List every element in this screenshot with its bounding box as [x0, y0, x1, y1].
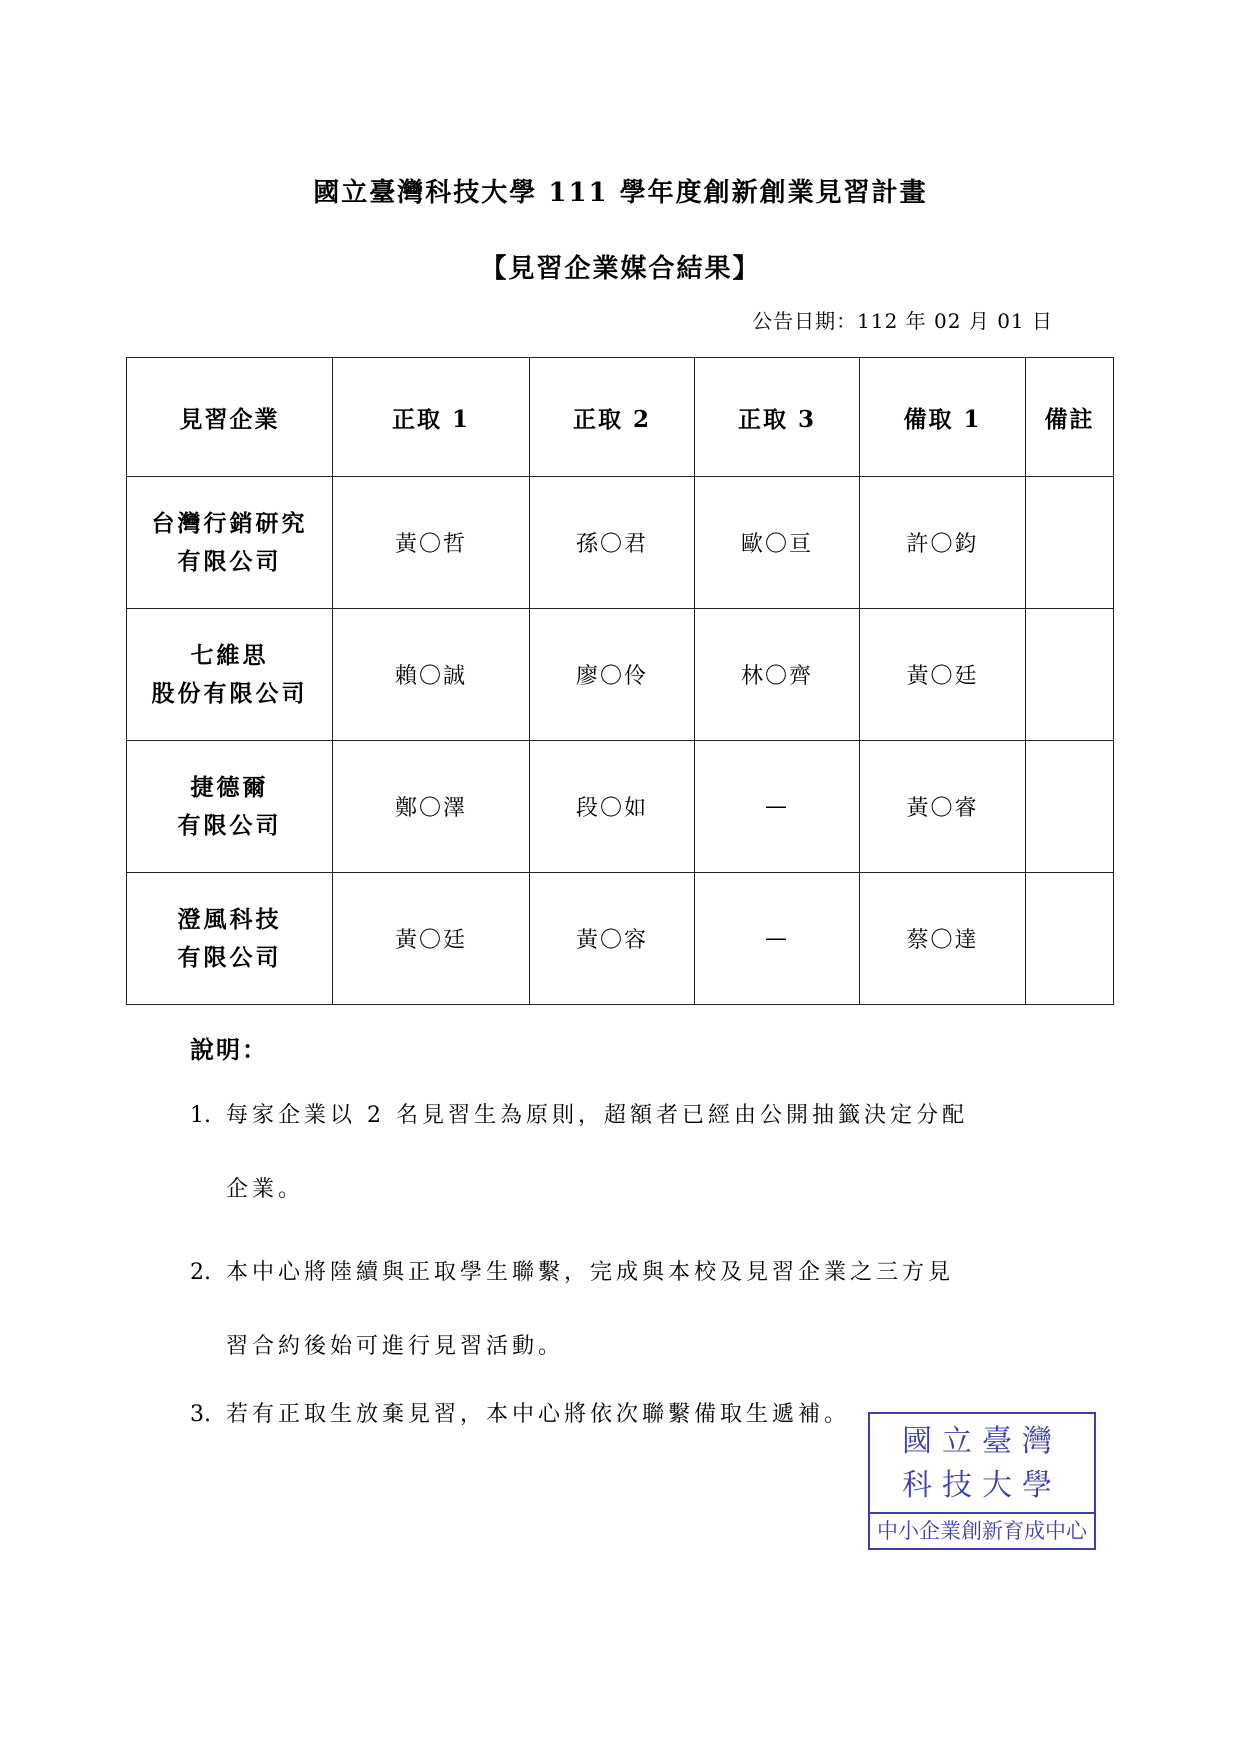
header-remarks: 備註	[1026, 358, 1114, 477]
company-name-line1: 七維思	[190, 641, 269, 669]
header-primary-1: 正取 1	[333, 358, 530, 477]
note-text: 若有正取生放棄見習，本中心將依次聯繫備取生遞補。	[226, 1402, 851, 1427]
table-row	[127, 609, 1114, 741]
company-name	[127, 477, 333, 609]
remarks-cell	[1026, 741, 1114, 873]
note-text: 本中心將陸續與正取學生聯繫，完成與本校及見習企業之三方見	[226, 1260, 955, 1285]
document-subtitle: 【見習企業媒合結果】	[480, 254, 761, 284]
company-name-line2: 有限公司	[177, 943, 282, 971]
alternate-1-cell: 蔡〇達	[860, 873, 1026, 1005]
table-header-row	[127, 358, 1114, 477]
company-name	[127, 609, 333, 741]
stamp-line1: 國立臺灣	[902, 1424, 1062, 1459]
primary-1-cell: 黃〇哲	[333, 477, 530, 609]
company-name-line1: 澄風科技	[177, 905, 282, 933]
stamp-line2: 科技大學	[902, 1468, 1062, 1503]
primary-3-cell: 歐〇亘	[695, 477, 860, 609]
company-name-line2: 有限公司	[177, 547, 282, 575]
table-row	[127, 741, 1114, 873]
primary-2-cell: 廖〇伶	[530, 609, 695, 741]
remarks-cell	[1026, 609, 1114, 741]
note-item	[190, 1397, 850, 1433]
company-name-line2: 股份有限公司	[151, 679, 308, 707]
company-name	[127, 873, 333, 1005]
official-seal-stamp	[868, 1412, 1096, 1550]
primary-2-cell: 黃〇容	[530, 873, 695, 1005]
note-item	[190, 1255, 954, 1365]
note-text-continued: 習合約後始可進行見習活動。	[226, 1334, 565, 1359]
document-title: 國立臺灣科技大學 111 學年度創新創業見習計畫	[313, 178, 928, 208]
header-primary-2: 正取 2	[530, 358, 695, 477]
header-primary-3: 正取 3	[695, 358, 860, 477]
primary-2-cell: 孫〇君	[530, 477, 695, 609]
alternate-1-cell: 黃〇睿	[860, 741, 1026, 873]
note-number: 3.	[190, 1402, 211, 1427]
note-number: 2.	[190, 1260, 211, 1285]
company-name-line2: 有限公司	[177, 811, 282, 839]
announce-date: 公告日期：112 年 02 月 01 日	[752, 309, 1053, 333]
table-row	[127, 873, 1114, 1005]
alternate-1-cell: 許〇鈞	[860, 477, 1026, 609]
primary-3-cell: —	[695, 741, 860, 873]
primary-1-cell: 黃〇廷	[333, 873, 530, 1005]
remarks-cell	[1026, 873, 1114, 1005]
primary-1-cell: 賴〇誠	[333, 609, 530, 741]
company-name-line1: 捷德爾	[190, 773, 269, 801]
primary-2-cell: 段〇如	[530, 741, 695, 873]
notes-heading: 說明：	[190, 1035, 268, 1064]
company-name	[127, 741, 333, 873]
primary-1-cell: 鄭〇澤	[333, 741, 530, 873]
matching-result-table	[126, 357, 1114, 1005]
note-text-continued: 企業。	[226, 1177, 305, 1202]
header-alternate-1: 備取 1	[860, 358, 1026, 477]
note-text: 每家企業以 2 名見習生為原則，超額者已經由公開抽籤決定分配	[226, 1103, 968, 1128]
primary-3-cell: 林〇齊	[695, 609, 860, 741]
table-row	[127, 477, 1114, 609]
alternate-1-cell: 黃〇廷	[860, 609, 1026, 741]
header-company: 見習企業	[127, 358, 333, 477]
note-number: 1.	[190, 1103, 211, 1128]
primary-3-cell: —	[695, 873, 860, 1005]
stamp-line3: 中小企業創新育成中心	[870, 1512, 1094, 1548]
company-name-line1: 台灣行銷研究	[151, 509, 308, 537]
remarks-cell	[1026, 477, 1114, 609]
note-item	[190, 1098, 968, 1208]
